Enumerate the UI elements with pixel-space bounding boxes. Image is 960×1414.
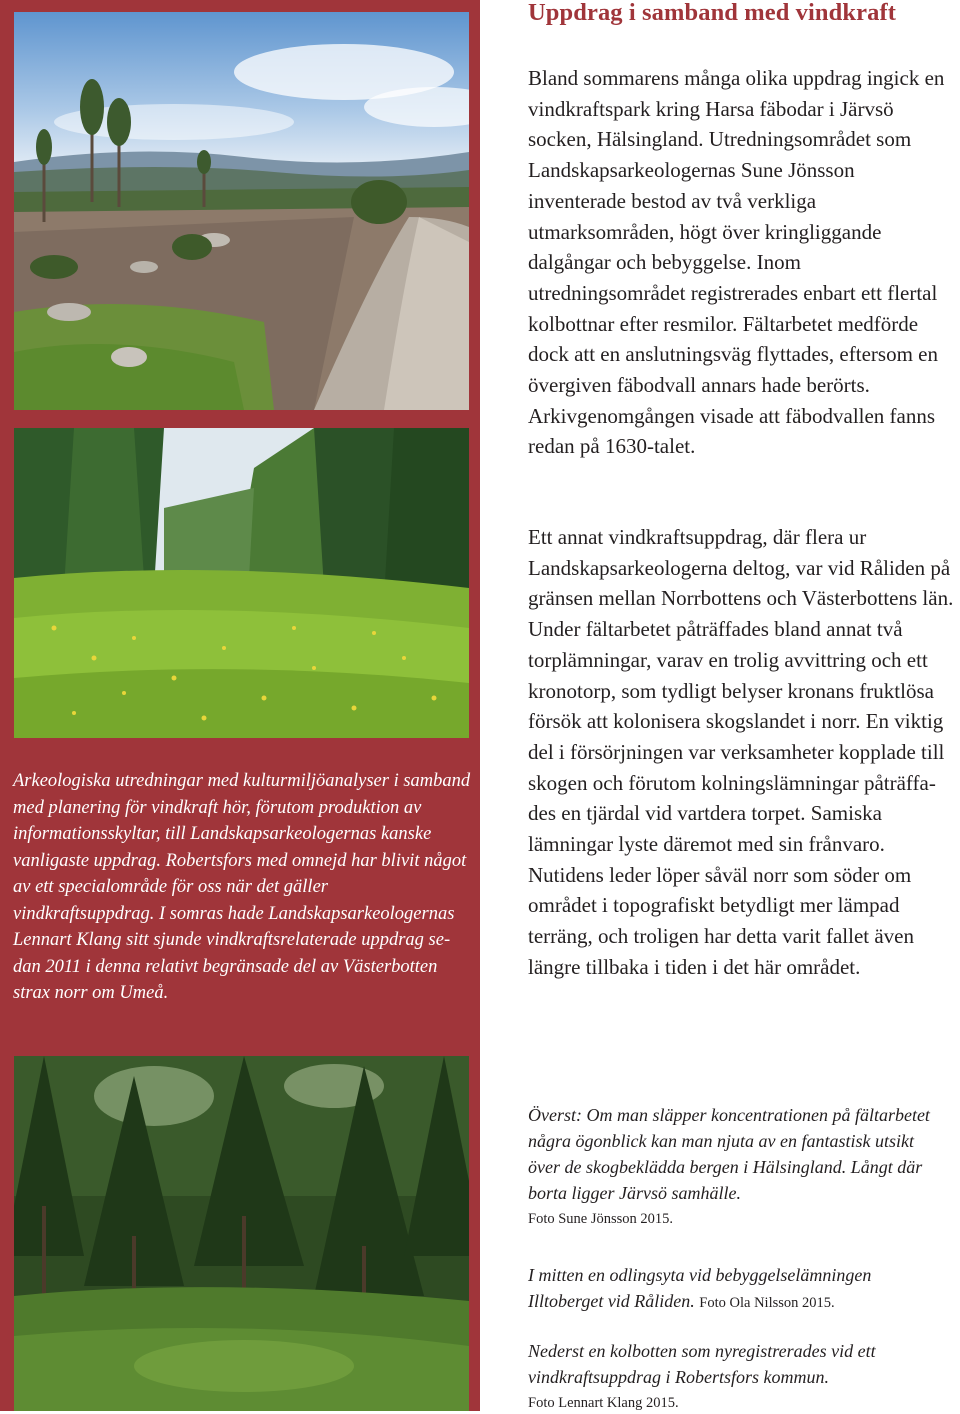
caption-mid-credit: Foto Ola Nilsson 2015. xyxy=(699,1295,835,1311)
caption-middle-photo xyxy=(528,1262,948,1316)
caption-bottom-credit: Foto Lennart Klang 2015. xyxy=(528,1395,679,1411)
left-panel xyxy=(0,0,480,1411)
body-paragraph-harsa: Bland sommarens många olika uppdrag ingick en vindkraftspark kring Harsa fäbodar i Järvsö socken, Hälsingland. Utredningsområdet som Landskapsarkeologernas Sune Jönsson inventerade bestod av två verkliga utmarksområden, högt över kringliggande dalgångar och bebyggelse. Inom utredningsområdet registrerades enbart ett flertal kolbottnar efter resmilor. Fältarbetet medförde dock att en anslutningsväg flyttades, eftersom en övergiven fäbodvall annars hade berörts. Arkivgenomgången visade att fäbodvallen fanns redan på 1630-talet. xyxy=(528,66,945,459)
caption-top-photo xyxy=(528,1102,948,1230)
photo-forest-meadow xyxy=(14,428,469,738)
intro-text xyxy=(13,768,471,1007)
article-title: Uppdrag i samband med vindkraft xyxy=(528,0,896,26)
caption-top-text: Överst: Om man släpper koncentrationen på fältarbetet några ögonblick kan man njuta av en fantastisk utsikt över de skogbeklädda bergen i Hälsingland. Långt där borta ligger Järvsö samhälle. xyxy=(528,1105,930,1203)
intro-paragraph: Arkeologiska utredningar med kulturmiljöanalyser i samband med planering för vindkraft hör, förutom produktion av informationsskyltar, till Landskapsarkeologernas kanske vanligaste uppdrag. Robertsfors med omnejd har blivit något av ett specialområde för oss när det gäller vindkraftsuppdrag. I somras hade Landskapsarkeologernas Lennart Klang sitt sjunde vindkraftsrelaterade uppdrag sedan 2011 i denna relativt begränsade del av Västerbotten strax norr om Umeå. xyxy=(13,771,471,1003)
caption-top-credit: Foto Sune Jönsson 2015. xyxy=(528,1211,674,1227)
caption-mid-text: I mitten en odlingsyta vid bebyggelselämningen Illtoberget vid Råliden. xyxy=(528,1265,872,1311)
body-paragraph-raliden: Ett annat vindkraftsuppdrag, där flera ur Landskapsarkeologerna deltog, var vid Råliden på gränsen mellan Norrbottens och Västerbottens län. Under fältarbetet påträffades bland annat två torplämningar, varav en trolig avvittring och ett kronotorp, som tydligt belyser kronans fruktlösa försök att kolonisera skogslandet i norr. En viktig del i försörjningen var verksamheter kopplade till skogen och förutom kolningslämningar påträffades en tjärdal vid vartdera torpet. Samiska lämningar lyste däremot med sin frånvaro. Nutidens leder löper såväl norr som söder om området i topografiskt betydligt mer lämpad terräng, och troligen har detta varit fallet även längre tillbaka i tiden i det här området. xyxy=(528,525,954,979)
caption-bottom-text: Nederst en kolbotten som nyregistrerades vid ett vindkraftsuppdrag i Robertsfors kommun. xyxy=(528,1341,876,1387)
photo-spruce-forest xyxy=(14,1056,469,1411)
photo-hilltop-view xyxy=(14,12,469,410)
caption-bottom-photo xyxy=(528,1338,948,1414)
